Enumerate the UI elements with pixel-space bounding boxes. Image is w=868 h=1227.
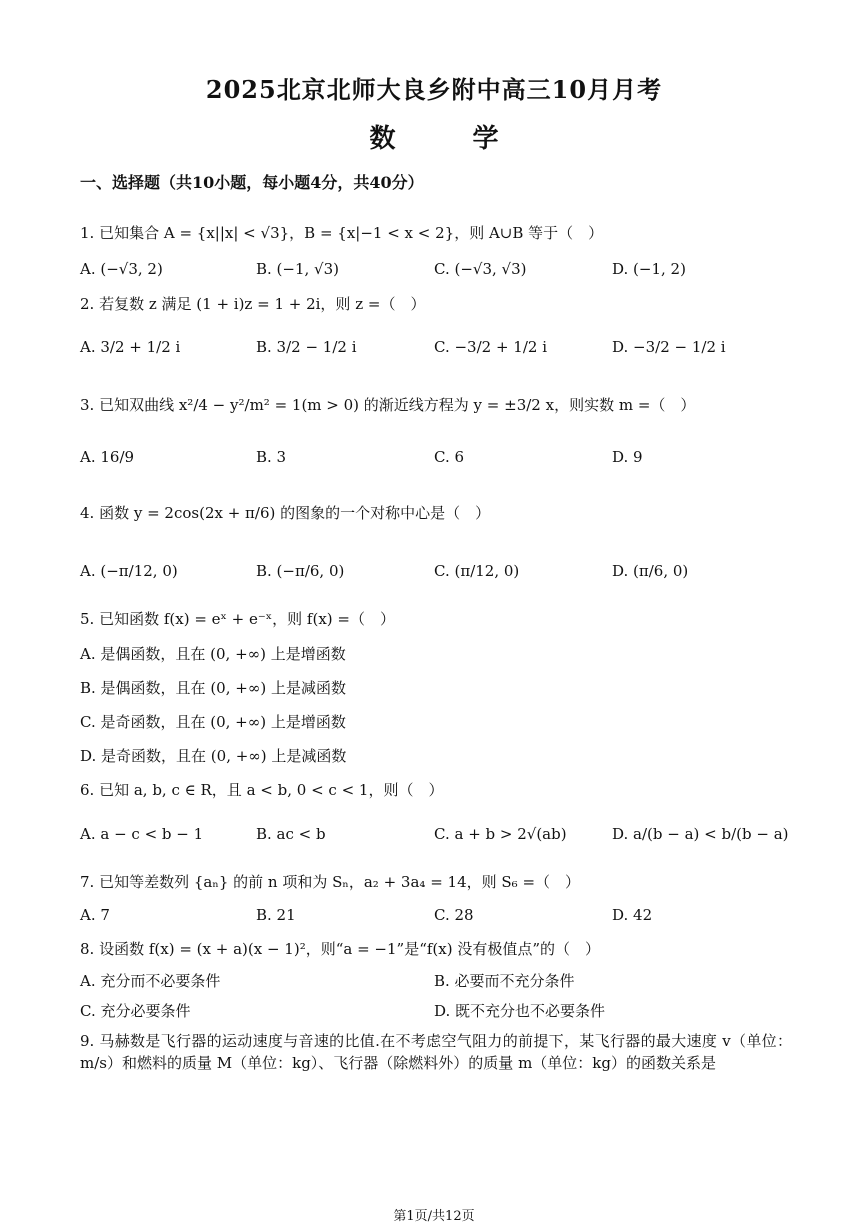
- q7-option-c: C. 28: [434, 906, 474, 924]
- q8-option-a: A. 充分而不必要条件: [80, 972, 221, 990]
- q3-option-a: A. 16/9: [80, 448, 135, 466]
- q7-option-a: A. 7: [80, 906, 110, 924]
- q4-option-a: A. (−π/12, 0): [80, 562, 178, 580]
- q4-option-b: B. (−π/6, 0): [256, 562, 345, 580]
- q8-option-c: C. 充分必要条件: [80, 1002, 191, 1020]
- q1-option-c: C. (−√3, √3): [434, 260, 527, 278]
- q3-option-c: C. 6: [434, 448, 465, 466]
- q2-option-c: C. −3/2 + 1/2 i: [434, 338, 547, 356]
- q2-option-b: B. 3/2 − 1/2 i: [256, 338, 357, 356]
- q4-option-c: C. (π/12, 0): [434, 562, 520, 580]
- q2-option-d: D. −3/2 − 1/2 i: [612, 338, 726, 356]
- q6-option-b: B. ac < b: [256, 825, 326, 843]
- question-5-stem: 5. 已知函数 f(x) = eˣ + e⁻ˣ，则 f(x) =（ ）: [80, 610, 395, 628]
- q3-option-b: B. 3: [256, 448, 287, 466]
- question-3-stem: 3. 已知双曲线 x²/4 − y²/m² = 1(m > 0) 的渐近线方程为 y = ±3/2 x，则实数 m =（ ）: [80, 396, 696, 414]
- q6-option-a: A. a − c < b − 1: [80, 825, 204, 843]
- q3-option-d: D. 9: [612, 448, 643, 466]
- q6-option-c: C. a + b > 2√(ab): [434, 825, 567, 843]
- q5-option-c: C. 是奇函数，且在 (0, +∞) 上是增函数: [80, 713, 346, 731]
- q1-option-d: D. (−1, 2): [612, 260, 686, 278]
- question-4-stem: 4. 函数 y = 2cos(2x + π/6) 的图象的一个对称中心是（ ）: [80, 504, 491, 522]
- question-1-stem: 1. 已知集合 A = {x||x| < √3}，B = {x|−1 < x < 2}，则 A∪B 等于（ ）: [80, 224, 604, 242]
- question-2-stem: 2. 若复数 z 满足 (1 + i)z = 1 + 2i，则 z =（ ）: [80, 295, 426, 313]
- q6-option-d: D. a/(b − a) < b/(b − a): [612, 825, 789, 843]
- question-9-stem: 9. 马赫数是飞行器的运动速度与音速的比值.在不考虑空气阻力的前提下，某飞行器的最大速度 v（单位：m/s）和燃料的质量 M（单位：kg）、飞行器（除燃料外）的质量 m（单位：kg）的函数关系是: [80, 1032, 792, 1072]
- q7-option-b: B. 21: [256, 906, 296, 924]
- q7-option-d: D. 42: [612, 906, 653, 924]
- question-8-stem: 8. 设函数 f(x) = (x + a)(x − 1)²，则“a = −1”是“f(x) 没有极值点”的（ ）: [80, 940, 601, 958]
- q2-option-a: A. 3/2 + 1/2 i: [80, 338, 181, 356]
- q5-option-a: A. 是偶函数，且在 (0, +∞) 上是增函数: [80, 645, 346, 663]
- section-heading: 一、选择题（共10小题，每小题4分，共40分）: [80, 173, 424, 192]
- q8-option-b: B. 必要而不充分条件: [434, 972, 575, 990]
- q1-option-b: B. (−1, √3): [256, 260, 340, 278]
- q8-option-d: D. 既不充分也不必要条件: [434, 1002, 606, 1020]
- q5-option-d: D. 是奇函数，且在 (0, +∞) 上是减函数: [80, 747, 347, 765]
- page-title: 2025北京北师大良乡附中高三10月月考: [205, 75, 663, 104]
- q1-option-a: A. (−√3, 2): [80, 260, 163, 278]
- q4-option-d: D. (π/6, 0): [612, 562, 689, 580]
- subject-title: 数 学: [369, 124, 533, 154]
- question-6-stem: 6. 已知 a, b, c ∈ R，且 a < b, 0 < c < 1，则（ ）: [80, 781, 444, 799]
- q5-option-b: B. 是偶函数，且在 (0, +∞) 上是减函数: [80, 679, 346, 697]
- page-footer: 第1页/共12页: [393, 1209, 475, 1224]
- question-7-stem: 7. 已知等差数列 {aₙ} 的前 n 项和为 Sₙ，a₂ + 3a₄ = 14，则 S₆ =（ ）: [80, 873, 581, 891]
